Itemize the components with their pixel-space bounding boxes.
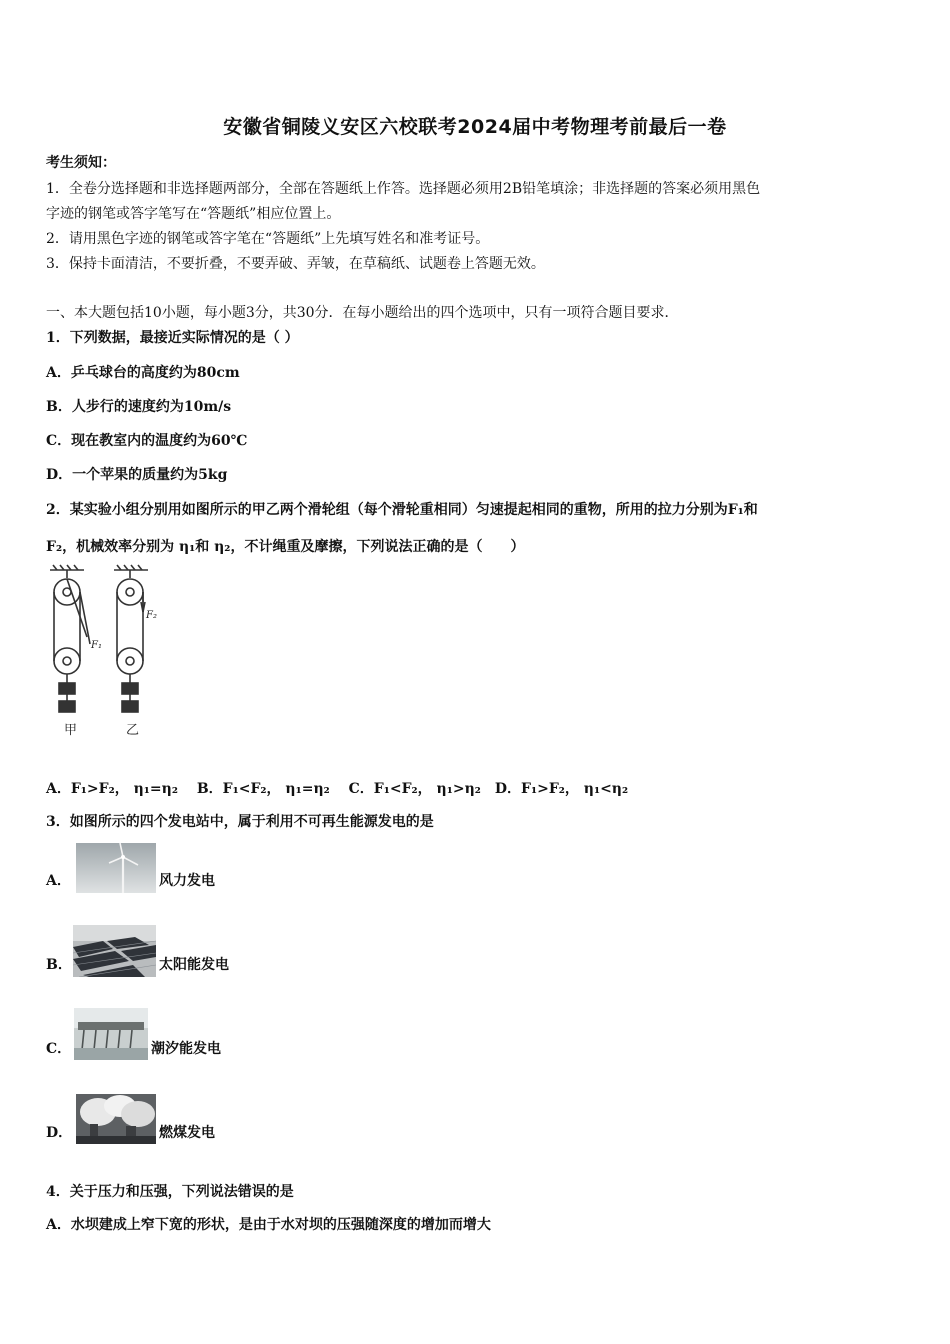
question-1-option-b: B．人步行的速度约为10m/s xyxy=(46,399,232,415)
notice-heading: 考生须知： xyxy=(46,155,116,171)
weight-right-lower xyxy=(122,701,138,712)
question-3-option-d-label: D． xyxy=(46,1125,73,1141)
question-4-option-a: A．水坝建成上窄下宽的形状，是由于水对坝的压强随深度的增加而增大 xyxy=(46,1217,491,1233)
solar-panel-image xyxy=(73,925,156,977)
question-4-stem: 4．关于压力和压强，下列说法错误的是 xyxy=(46,1184,294,1200)
label-f1: F₁ xyxy=(91,640,102,651)
question-2-stem-line-2: F₂，机械效率分别为 η₁和 η₂，不计绳重及摩擦，下列说法正确的是（ ） xyxy=(46,539,525,555)
question-2-options: A．F₁>F₂， η₁=η₂ B．F₁<F₂， η₁=η₂ C．F₁<F₂， η₁>η₂ D．F₁>F₂， η₁<η₂ xyxy=(46,781,629,797)
question-3-option-b-label: B． xyxy=(46,957,72,973)
question-3-option-a-label: A． xyxy=(46,873,71,889)
question-3-option-d-text: 燃煤发电 xyxy=(159,1125,215,1141)
weight-right-upper xyxy=(122,683,138,694)
question-3-stem: 3．如图所示的四个发电站中，属于利用不可再生能源发电的是 xyxy=(46,814,434,830)
notice-item-1-line-2: 字迹的钢笔或答字笔写在“答题纸”相应位置上。 xyxy=(46,206,341,222)
question-2-stem-line-1: 2．某实验小组分别用如图所示的甲乙两个滑轮组（每个滑轮重相同）匀速提起相同的重物，所用的拉力分别为F₁和 xyxy=(46,502,758,518)
coal-power-plant-image xyxy=(76,1094,156,1144)
notice-item-1-line-1: 1．全卷分选择题和非选择题两部分，全部在答题纸上作答。选择题必须用2B铅笔填涂；非选择题的答案必须用黑色 xyxy=(46,181,761,197)
question-1-option-a: A．乒乓球台的高度约为80cm xyxy=(46,365,240,381)
label-yi: 乙 xyxy=(126,723,140,738)
question-1-stem: 1．下列数据，最接近实际情况的是（ ） xyxy=(46,330,299,346)
movable-pulley-left xyxy=(54,648,80,674)
wind-turbine-image xyxy=(76,843,156,893)
pulley-diagram xyxy=(44,562,174,742)
question-1-option-c: C．现在教室内的温度约为60℃ xyxy=(46,433,248,449)
question-3-option-b-text: 太阳能发电 xyxy=(159,957,229,973)
movable-pulley-right xyxy=(117,648,143,674)
question-3-option-c-text: 潮汐能发电 xyxy=(151,1041,221,1057)
label-jia: 甲 xyxy=(64,723,78,738)
section-instructions: 一、本大题包括10小题，每小题3分，共30分．在每小题给出的四个选项中，只有一项符合题目要求． xyxy=(46,305,679,321)
notice-item-2: 2．请用黑色字迹的钢笔或答字笔在“答题纸”上先填写姓名和准考证号。 xyxy=(46,231,490,247)
weight-left-upper xyxy=(59,683,75,694)
fixed-pulley-left xyxy=(54,579,80,605)
question-3-option-a-text: 风力发电 xyxy=(159,873,215,889)
label-f2: F₂ xyxy=(146,610,157,621)
question-1-option-d: D．一个苹果的质量约为5kg xyxy=(46,467,228,483)
notice-item-3: 3．保持卡面清洁，不要折叠，不要弄破、弄皱，在草稿纸、试题卷上答题无效。 xyxy=(46,256,545,272)
weight-left-lower xyxy=(59,701,75,712)
tidal-power-image xyxy=(74,1008,148,1060)
fixed-pulley-right xyxy=(117,579,143,605)
question-3-option-c-label: C． xyxy=(46,1041,72,1057)
page-title: 安徽省铜陵义安区六校联考2024届中考物理考前最后一卷 xyxy=(223,116,727,138)
